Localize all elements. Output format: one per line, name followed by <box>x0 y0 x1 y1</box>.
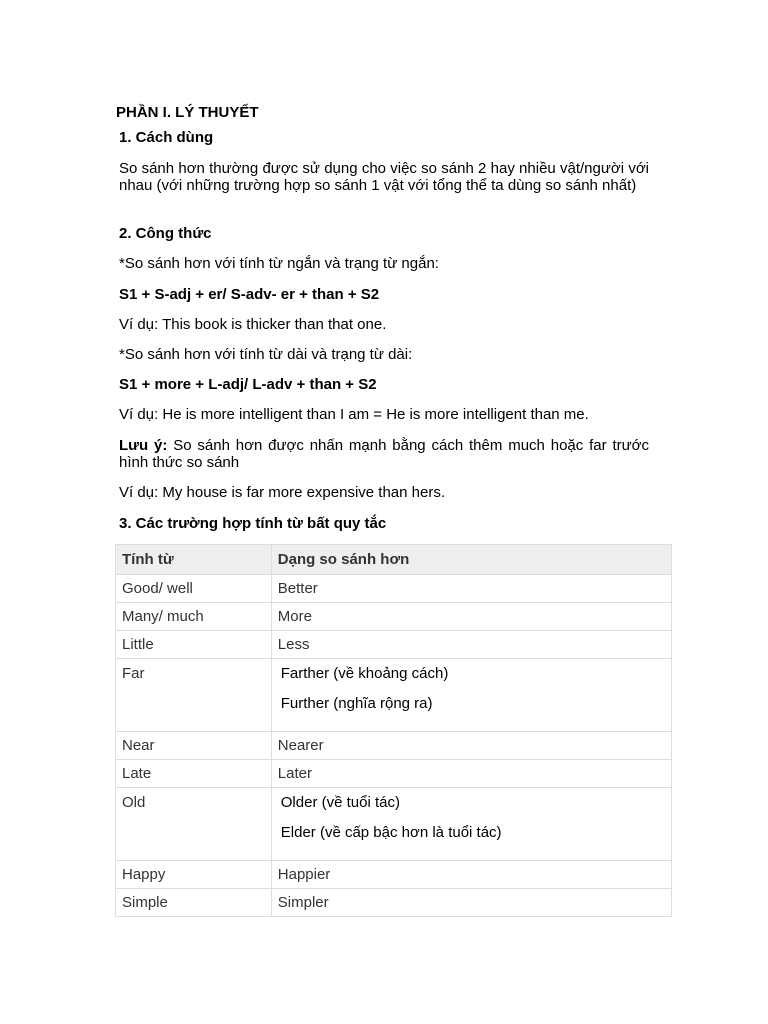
table-row <box>116 760 672 788</box>
comparative-form-line: Older (về tuổi tác) <box>280 794 400 811</box>
column-header-comparative: Dạng so sánh hơn <box>271 545 671 575</box>
table-row <box>116 659 672 732</box>
irregular-adjectives-table <box>115 544 672 917</box>
section1-paragraph: So sánh hơn thường được sử dụng cho việc so sánh 2 hay nhiều vật/người với nhau (với những trường hợp so sánh 1 vật với tổng thể ta dùng so sánh nhất) <box>119 160 649 194</box>
comparative-cell <box>271 788 671 861</box>
adjective-cell: Good/ well <box>116 575 272 603</box>
note-label: Lưu ý: <box>119 437 168 454</box>
note-example: Ví dụ: My house is far more expensive than hers. <box>119 484 445 501</box>
note-paragraph <box>119 437 649 471</box>
comparative-cell: Later <box>271 760 671 788</box>
comparative-form-line: Further (nghĩa rộng ra) <box>280 695 433 712</box>
long-comparison-example: Ví dụ: He is more intelligent than I am = He is more intelligent than me. <box>119 406 589 423</box>
comparative-cell: Less <box>271 631 671 659</box>
column-header-adjective: Tính từ <box>116 545 272 575</box>
comparative-cell: Better <box>271 575 671 603</box>
table-row <box>116 889 672 917</box>
adjective-cell: Little <box>116 631 272 659</box>
adjective-cell: Old <box>116 788 272 861</box>
comparative-cell <box>271 659 671 732</box>
table-row <box>116 575 672 603</box>
comparative-cell: More <box>271 603 671 631</box>
comparative-cell: Nearer <box>271 732 671 760</box>
short-comparison-example: Ví dụ: This book is thicker than that one. <box>119 316 387 333</box>
section2-heading: 2. Công thức <box>119 225 212 242</box>
table-header-row <box>116 545 672 575</box>
table-row <box>116 603 672 631</box>
section3-heading: 3. Các trường hợp tính từ bất quy tắc <box>119 515 387 532</box>
long-comparison-intro: *So sánh hơn với tính từ dài và trạng từ dài: <box>119 346 413 363</box>
table-row <box>116 631 672 659</box>
section1-heading: 1. Cách dùng <box>119 129 214 146</box>
adjective-cell: Far <box>116 659 272 732</box>
comparative-cell: Simpler <box>271 889 671 917</box>
adjective-cell: Many/ much <box>116 603 272 631</box>
table-row <box>116 788 672 861</box>
note-text: So sánh hơn được nhấn mạnh bằng cách thêm much hoặc far trước hình thức so sánh <box>119 437 649 471</box>
short-comparison-formula: S1 + S-adj + er/ S-adv- er + than + S2 <box>119 286 380 303</box>
part-title: PHẦN I. LÝ THUYẾT <box>116 104 259 121</box>
short-comparison-intro: *So sánh hơn với tính từ ngắn và trạng từ ngắn: <box>119 255 439 272</box>
comparative-form-line: Elder (về cấp bậc hơn là tuổi tác) <box>280 824 502 841</box>
comparative-form-line: Farther (về khoảng cách) <box>280 665 449 682</box>
table-row <box>116 861 672 889</box>
adjective-cell: Happy <box>116 861 272 889</box>
adjective-cell: Late <box>116 760 272 788</box>
adjective-cell: Near <box>116 732 272 760</box>
comparative-cell: Happier <box>271 861 671 889</box>
long-comparison-formula: S1 + more + L-adj/ L-adv + than + S2 <box>119 376 377 393</box>
adjective-cell: Simple <box>116 889 272 917</box>
table-row <box>116 732 672 760</box>
